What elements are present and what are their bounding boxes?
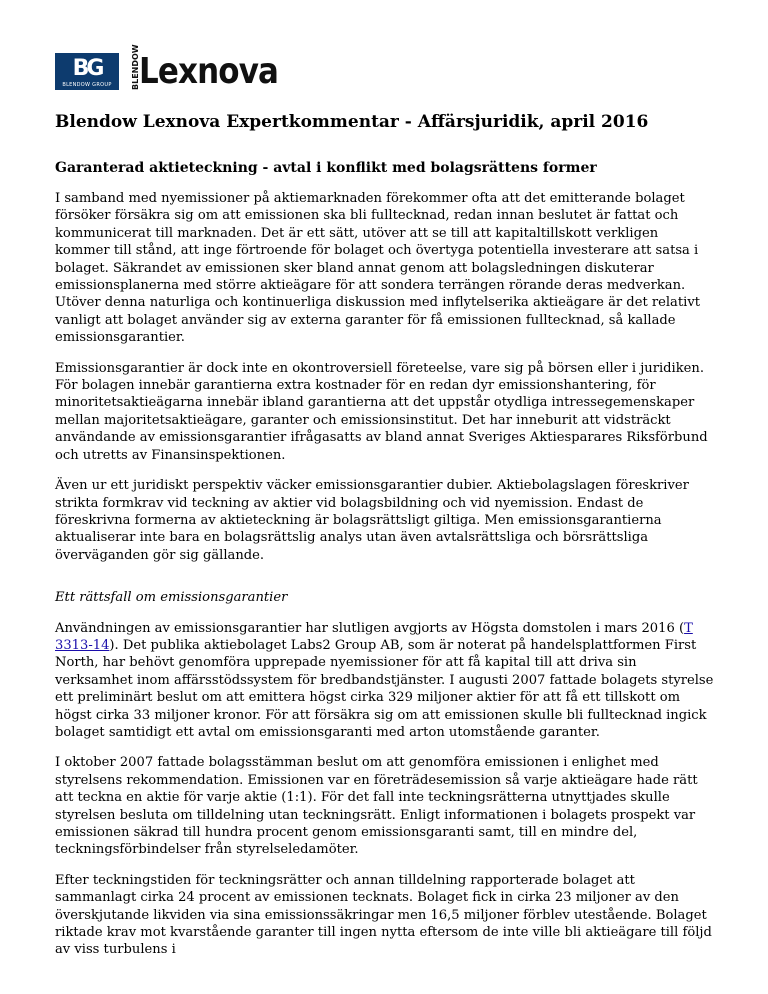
vertical-brand-text bbox=[125, 44, 140, 90]
blendow-lexnova-logo bbox=[55, 44, 301, 92]
vertical-brand-label: BLENDOW bbox=[131, 44, 140, 90]
document-title: Blendow Lexnova Expertkommentar - Affärsjuridik, april 2016 bbox=[55, 112, 649, 132]
paragraph-4-rest: ). Det publika aktiebolaget Labs2 Group AB, som är noterat på handelsplattformen First North, har behövt genomföra upprepade nyemissioner för att få kapital till att driva sin verksamhet inom affärsstödssystem för bredbandstjänster. I augusti 2007 fattade bolagets styrelse ett preliminärt beslut om att emittera högst cirka 329 miljoner aktier för att få ett tillskott om högst cirka 33 miljoner kronor. För att försäkra sig om att emissionen skulle bli fulltecknad ingick bolaget samtidigt ett avtal om emissionsgaranti med arton utomstående garanter. bbox=[55, 637, 714, 740]
paragraph-6: Efter teckningstiden för teckningsrätter och annan tilldelning rapporterade bolaget att sammanlagt cirka 24 procent av emissionen tecknats. Bolaget fick in cirka 23 miljoner av den överskjutande likviden via sina emissionssäkringar men 16,5 miljoner förblev utestående. Bolaget riktade krav mot kvarstående garanter till ingen nytta eftersom de inte ville bli aktieägare till följd av viss turbulens i bbox=[55, 872, 712, 958]
case-reference-link[interactable]: T 3313-14 bbox=[55, 620, 693, 653]
lexnova-wordmark: Lexnova bbox=[139, 51, 279, 92]
emblem-subtext: BLENDOW GROUP bbox=[62, 82, 112, 88]
section-heading: Ett rättsfall om emissionsgarantier bbox=[55, 590, 288, 606]
paragraph-4-start: Användningen av emissionsgarantier har slutligen avgjorts av Högsta domstolen i mars 2016 ( bbox=[55, 620, 685, 636]
blendow-group-emblem bbox=[55, 53, 119, 90]
paragraph-5: I oktober 2007 fattade bolagsstämman beslut om att genomföra emissionen i enlighet med styrelsens rekommendation. Emissionen var en företrädesemission så varje aktieägare hade rätt att teckna en aktie för varje aktie (1:1). För det fall inte teckningsrätterna utnyttjades skulle styrelsen besluta om tilldelning utan teckningsrätt. Enligt informationen i bolagets prospekt var emissionen säkrad till hundra procent genom emissionsgaranti samt, till en mindre del, teckningsförbindelser från styrelseledamöter. bbox=[55, 755, 698, 858]
paragraph-3: Även ur ett juridiskt perspektiv väcker emissionsgarantier dubier. Aktiebolagslagen föreskriver strikta formkrav vid teckning av aktier vid bolagsbildning och vid nyemission. Endast de föreskrivna formerna av aktieteckning är bolagsrättsligt giltiga. Men emissionsgarantierna aktualiserar inte bara en bolagsrättslig analys utan även avtalsrättsliga och börsrättsliga överväganden gör sig gällande. bbox=[55, 478, 689, 563]
paragraph-2: Emissionsgarantier är dock inte en okontroversiell företeelse, vare sig på börsen eller i juridiken. För bolagen innebär garantierna extra kostnader för en redan dyr emissionshantering, för minoritetsaktieägarna innebär ibland garantierna att det uppstår otydliga intressegemenskaper mellan majoritetsaktieägare, garanter och emissionsinstitut. Det har inneburit att vidsträckt användande av emissionsgarantier ifrågasatts av bland annat Sveriges Aktiesparares Riksförbund och utretts av Finansinspektionen. bbox=[55, 360, 708, 463]
document-subtitle: Garanterad aktieteckning - avtal i konflikt med bolagsrättens former bbox=[55, 160, 597, 176]
article-body bbox=[55, 110, 715, 972]
emblem-letters: BG bbox=[72, 56, 102, 81]
paragraph-4 bbox=[55, 620, 715, 742]
paragraph-1: I samband med nyemissioner på aktiemarknaden förekommer ofta att det emitterande bolaget försöker försäkra sig om att emissionen ska bli fulltecknad, redan innan beslutet är fattat och kommunicerat till marknaden. Det är ett sätt, utöver att se till att kapitaltillskott verkligen kommer till stånd, att inge förtroende för bolaget och övertyga potentiella investerare att satsa i bolaget. Säkrandet av emissionen sker bland annat genom att bolagsledningen diskuterar emissionsplanerna med större aktieägare för att sondera terrängen rörande deras medverkan. Utöver denna naturliga och kontinuerliga diskussion med inflytelserika aktieägare är det relativt vanligt att bolaget använder sig av externa garanter för få emissionen fulltecknad, så kallade emissionsgarantier. bbox=[55, 191, 700, 346]
